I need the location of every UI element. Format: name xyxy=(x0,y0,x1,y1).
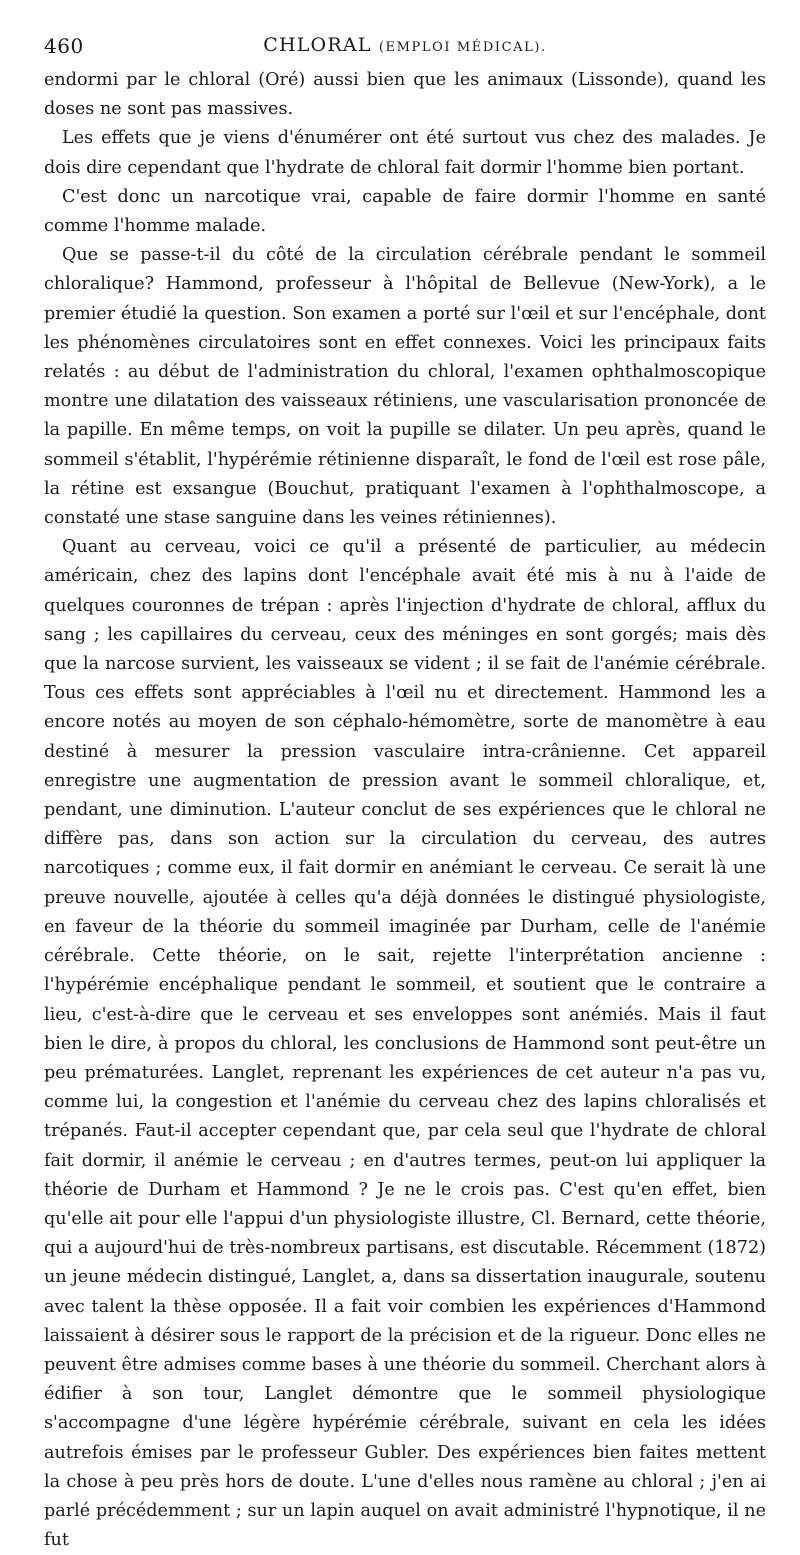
body-text xyxy=(44,66,766,1555)
running-title xyxy=(44,34,766,56)
paragraph-4: Que se passe-t-il du côté de la circulation cérébrale pendant le sommeil chloralique? Hammond, professeur à l'hôpital de Bellevue (New-York), a le premier étudié la question. Son examen a porté sur l'œil et sur l'encéphale, dont les phénomènes circulatoires sont en effet connexes. Voici les principaux faits relatés : au début de l'administration du chloral, l'examen ophthalmoscopique montre une dilatation des vaisseaux rétiniens, une vascularisation prononcée de la papille. En même temps, on voit la pupille se dilater. Un peu après, quand le sommeil s'établit, l'hypérémie rétinienne disparaît, le fond de l'œil est rose pâle, la rétine est exsangue (Bouchut, pratiquant l'examen à l'ophthalmoscope, a constaté une stase sanguine dans les veines rétiniennes). xyxy=(44,245,766,529)
running-title-subtitle: (EMPLOI MÉDICAL). xyxy=(378,40,547,55)
paragraph-3: C'est donc un narcotique vrai, capable de faire dormir l'homme en santé comme l'homme malade. xyxy=(44,186,766,237)
paragraph-5: Quant au cerveau, voici ce qu'il a présenté de particulier, au médecin américain, chez des lapins dont l'encéphale avait été mis à nu à l'aide de quelques couronnes de trépan : après l'injection d'hydrate de chloral, afflux du sang ; les capillaires du cerveau, ceux des méninges en sont gorgés; mais dès que la narcose survient, les vaisseaux se vident ; il se fait de l'anémie cérébrale. Tous ces effets sont appréciables à l'œil nu et directement. Hammond les a encore notés au moyen de son céphalo-hémomètre, sorte de manomètre à eau destiné à mesurer la pression vasculaire intra-crânienne. Cet appareil enregistre une augmentation de pression avant le sommeil chloralique, et, pendant, une diminution. L'auteur conclut de ses expériences que le chloral ne diffère pas, dans son action sur la circulation du cerveau, des autres narcotiques ; comme eux, il fait dormir en anémiant le cerveau. Ce serait là une preuve nouvelle, ajoutée à celles qu'a déjà données le distingué physiologiste, en faveur de la théorie du sommeil imaginée par Durham, celle de l'anémie cérébrale. Cette théorie, on le sait, rejette l'interprétation ancienne : l'hypérémie encéphalique pendant le sommeil, et soutient que le contraire a lieu, c'est-à-dire que le cerveau et ses enveloppes sont anémiés. Mais il faut bien le dire, à propos du chloral, les conclusions de Hammond sont peut-être un peu prématurées. Langlet, reprenant les expériences de cet auteur n'a pas vu, comme lui, la congestion et l'anémie du cerveau chez des lapins chloralisés et trépanés. Faut-il accepter cependant que, par cela seul que l'hydrate de chloral fait dormir, il anémie le cerveau ; en d'autres termes, peut-on lui appliquer la théorie de Durham et Hammond ? Je ne le crois pas. C'est qu'en effet, bien qu'elle ait pour elle l'appui d'un physiologiste illustre, Cl. Bernard, cette théorie, qui a aujourd'hui de très-nombreux partisans, est discutable. Récemment (1872) un jeune médecin distingué, Langlet, a, dans sa dissertation inaugurale, soutenu avec talent la thèse opposée. Il a fait voir combien les expériences d'Hammond laissaient à désirer sous le rapport de la précision et de la rigueur. Donc elles ne peuvent être admises comme bases à une théorie du sommeil. Cherchant alors à édifier à son tour, Langlet démontre que le sommeil physiologique s'accompagne d'une légère hypérémie cérébrale, suivant en cela les idées autrefois émises par le professeur Gubler. Des expériences bien faites mettent la chose à peu près hors de doute. L'une d'elles nous ramène au chloral ; j'en ai parlé précédemment ; sur un lapin auquel on avait administré l'hypnotique, il ne fut xyxy=(44,537,766,1551)
running-title-main: CHLORAL xyxy=(263,34,372,56)
document-page xyxy=(44,26,766,1555)
page-number: 460 xyxy=(44,34,84,58)
running-head xyxy=(44,26,766,66)
paragraph-2: Les effets que je viens d'énumérer ont été surtout vus chez des malades. Je dois dire cependant que l'hydrate de chloral fait dormir l'homme bien portant. xyxy=(44,128,766,178)
paragraph-1: endormi par le chloral (Oré) aussi bien que les animaux (Lissonde), quand les doses ne sont pas massives. xyxy=(44,70,766,120)
